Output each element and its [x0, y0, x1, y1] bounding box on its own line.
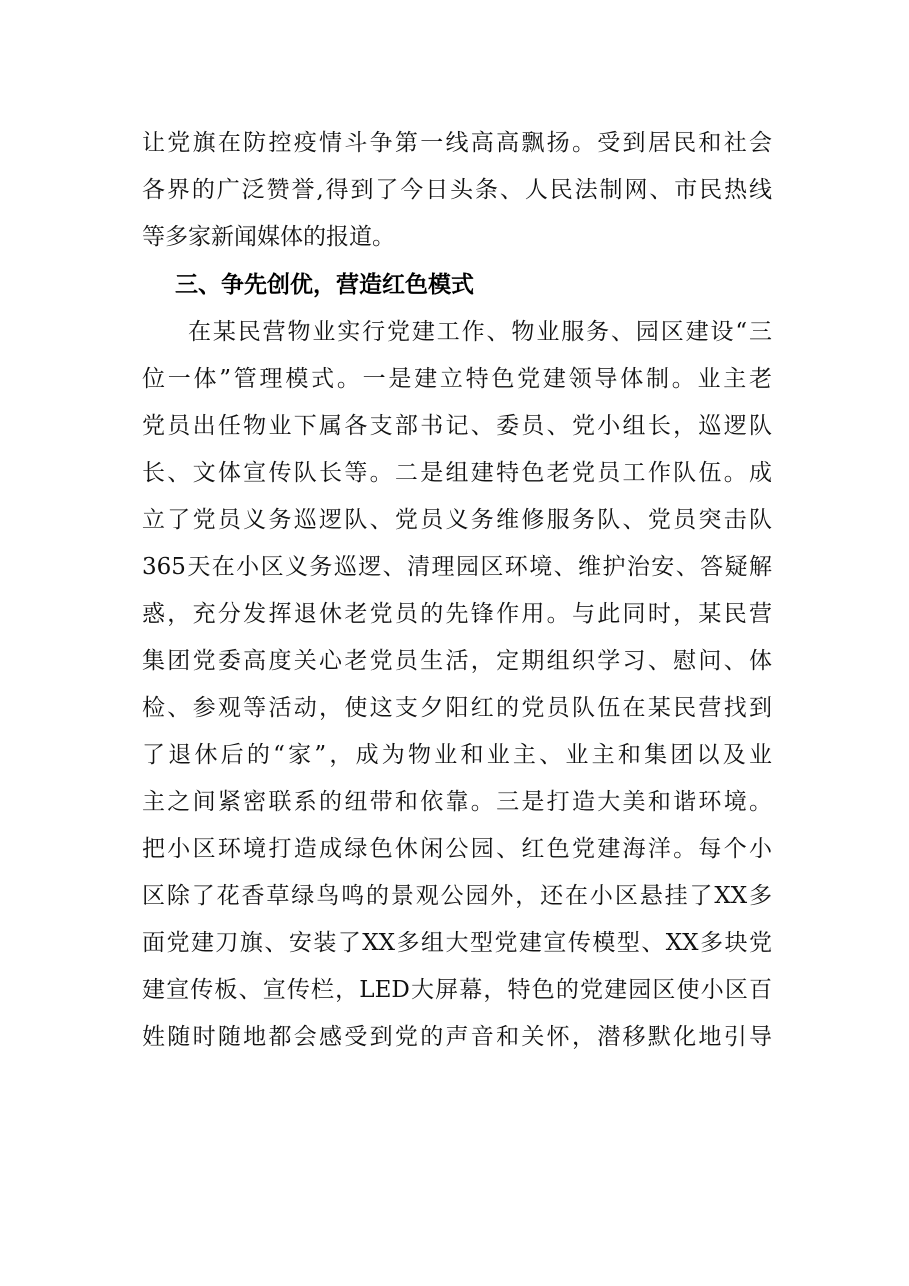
paragraph-line: 面党建刀旗、安装了XX多组大型党建宣传模型、XX多块党 — [142, 930, 772, 956]
paragraph-line: 惑，充分发挥退休老党员的先锋作用。与此同时，某民营 — [142, 601, 772, 627]
paragraph-line: 姓随时随地都会感受到党的声音和关怀，潜移默化地引导 — [142, 1024, 772, 1050]
paragraph-line: 把小区环境打造成绿色休闲公园、红色党建海洋。每个小 — [142, 836, 772, 862]
paragraph-line: 主之间紧密联系的纽带和依靠。三是打造大美和谐环境。 — [142, 789, 772, 815]
paragraph-line: 365天在小区义务巡逻、清理园区环境、维护治安、答疑解 — [142, 554, 772, 580]
paragraph-line: 集团党委高度关心老党员生活，定期组织学习、慰问、体 — [142, 648, 772, 674]
section-heading: 三、争先创优，营造红色模式 — [175, 272, 474, 298]
paragraph-line: 各界的广泛赞誉,得到了今日头条、人民法制网、市民热线 — [142, 177, 772, 203]
paragraph-line: 党员出任物业下属各支部书记、委员、党小组长，巡逻队 — [142, 413, 772, 439]
paragraph-line: 在某民营物业实行党建工作、物业服务、园区建设“三 — [188, 319, 772, 345]
paragraph-line: 长、文体宣传队长等。二是组建特色老党员工作队伍。成 — [142, 460, 772, 486]
paragraph-line: 让党旗在防控疫情斗争第一线高高飘扬。受到居民和社会 — [142, 130, 772, 156]
paragraph-line: 立了党员义务巡逻队、党员义务维修服务队、党员突击队 — [142, 507, 772, 533]
paragraph-line: 了退休后的“家”，成为物业和业主、业主和集团以及业 — [142, 742, 772, 768]
paragraph-line: 检、参观等活动，使这支夕阳红的党员队伍在某民营找到 — [142, 695, 772, 721]
paragraph-line: 位一体”管理模式。一是建立特色党建领导体制。业主老 — [142, 366, 772, 392]
paragraph-line: 建宣传板、宣传栏，LED大屏幕，特色的党建园区使小区百 — [142, 977, 772, 1003]
paragraph-line: 区除了花香草绿鸟鸣的景观公园外，还在小区悬挂了XX多 — [142, 883, 772, 909]
paragraph-line: 等多家新闻媒体的报道。 — [142, 224, 395, 250]
